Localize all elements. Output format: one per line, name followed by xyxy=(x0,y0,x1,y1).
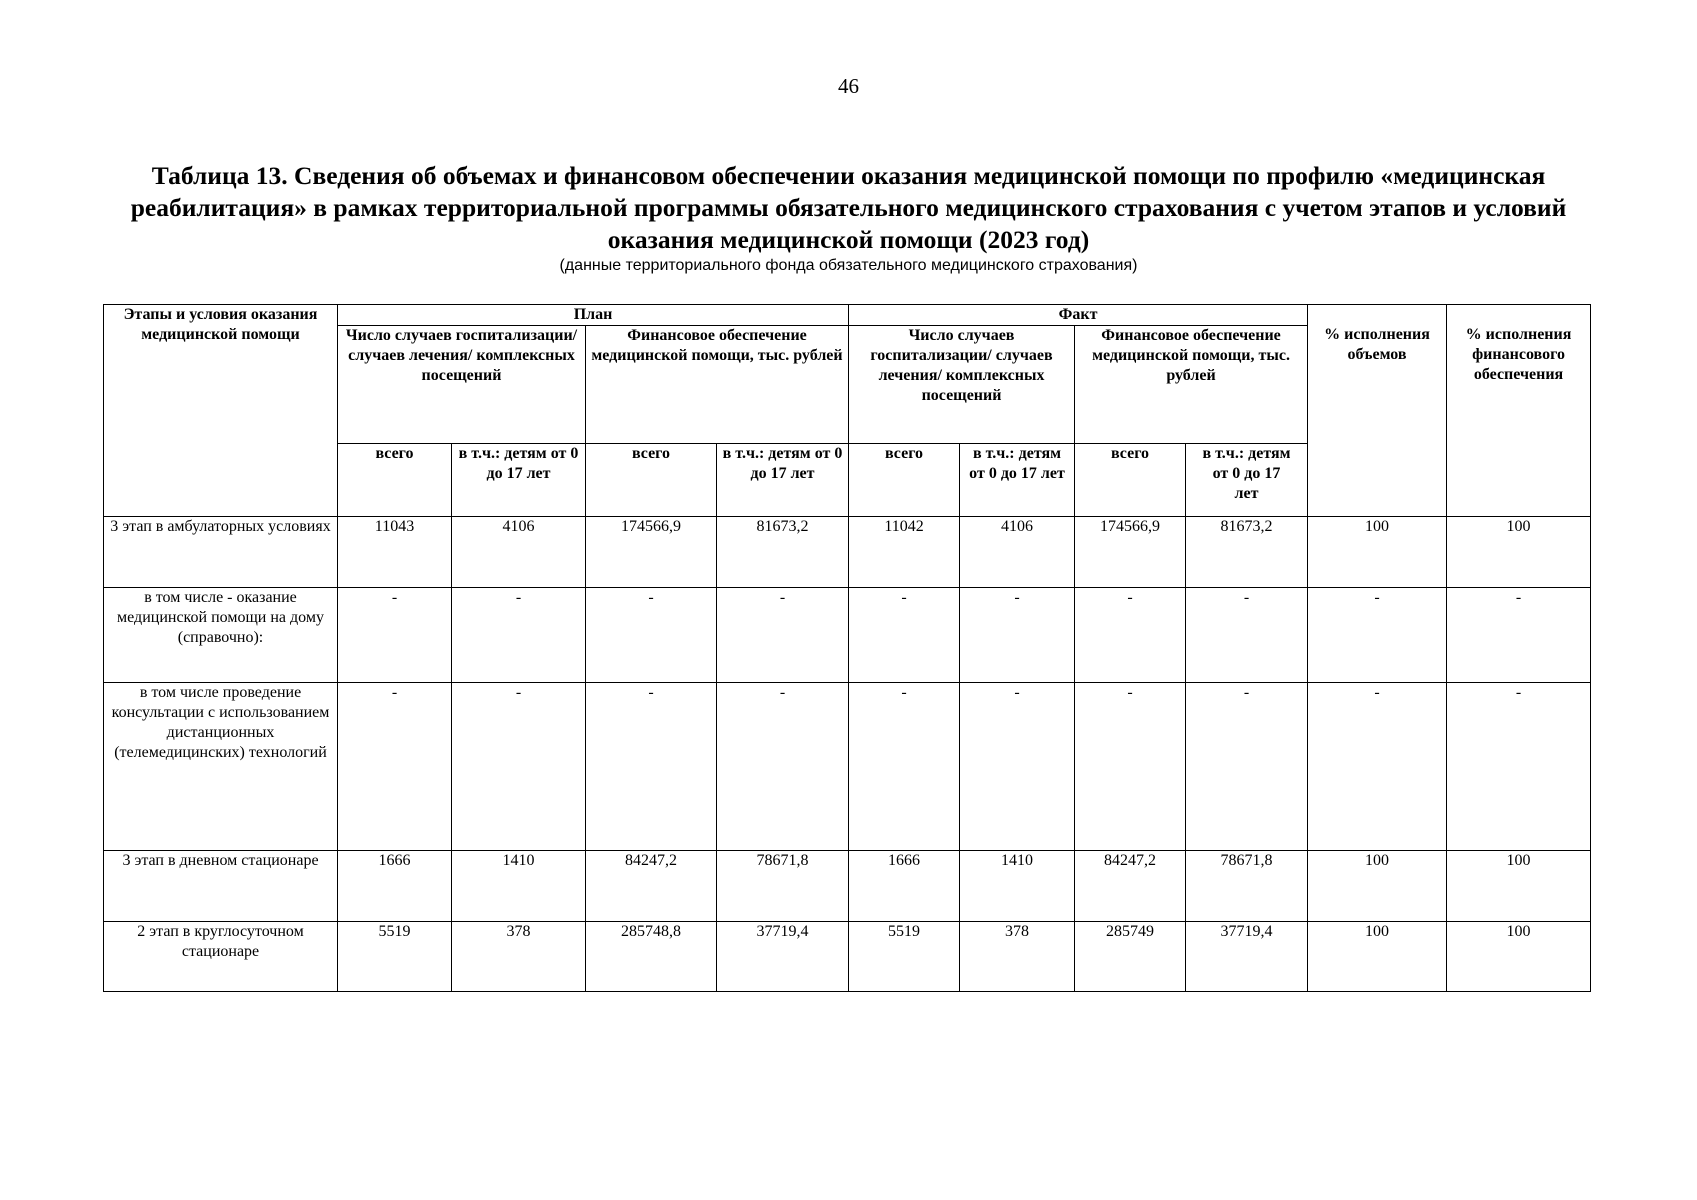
table-cell: 81673,2 xyxy=(717,517,849,588)
table-cell: 100 xyxy=(1447,922,1591,992)
table-cell: - xyxy=(1308,588,1447,683)
fact-finance-children-header xyxy=(1186,444,1308,517)
fact-cases-children-label: в т.ч.: детям от 0 до 17 лет xyxy=(969,445,1065,482)
table-cell: 1410 xyxy=(452,851,586,922)
table-cell: 1666 xyxy=(849,851,960,922)
table-cell: 11042 xyxy=(849,517,960,588)
table-row xyxy=(104,683,1591,851)
table-cell: - xyxy=(338,683,452,851)
fact-finance-children-label: в т.ч.: детям от 0 до 17 лет xyxy=(1202,445,1291,502)
table-cell: - xyxy=(586,683,717,851)
table-cell: 174566,9 xyxy=(586,517,717,588)
table-cell: 37719,4 xyxy=(1186,922,1308,992)
table-cell: - xyxy=(1308,683,1447,851)
row-label: 2 этап в круглосуточном стационаре xyxy=(104,922,338,992)
plan-cases-children-header: в т.ч.: детям от 0 до 17 лет xyxy=(452,444,586,517)
table-cell: - xyxy=(1075,683,1186,851)
table-cell: - xyxy=(1447,588,1591,683)
table-cell: - xyxy=(586,588,717,683)
table-cell: - xyxy=(849,683,960,851)
table-cell: 1410 xyxy=(960,851,1075,922)
fact-finance-header: Финансовое обеспечение медицинской помощи, тыс. рублей xyxy=(1075,326,1308,444)
table-cell: 11043 xyxy=(338,517,452,588)
fact-cases-header: Число случаев госпитализации/ случаев лечения/ комплексных посещений xyxy=(849,326,1075,444)
table-cell: 78671,8 xyxy=(717,851,849,922)
table-cell: - xyxy=(1186,588,1308,683)
row-label: в том числе - оказание медицинской помощи на дому (справочно): xyxy=(104,588,338,683)
page-number: 46 xyxy=(838,74,859,98)
table-cell: 84247,2 xyxy=(1075,851,1186,922)
fact-cases-total-header: всего xyxy=(849,444,960,517)
table-cell: 4106 xyxy=(452,517,586,588)
table-cell: 100 xyxy=(1308,851,1447,922)
table-cell: - xyxy=(849,588,960,683)
table-cell: - xyxy=(960,588,1075,683)
plan-finance-header: Финансовое обеспечение медицинской помощи, тыс. рублей xyxy=(586,326,849,444)
data-table xyxy=(103,304,1591,992)
fact-cases-children-header xyxy=(960,444,1075,517)
table-cell: 100 xyxy=(1308,922,1447,992)
table-row xyxy=(104,922,1591,992)
table-cell: - xyxy=(717,588,849,683)
pct-finance-label: % исполнения финансового обеспечения xyxy=(1465,326,1572,383)
table-cell: 78671,8 xyxy=(1186,851,1308,922)
table-cell: 37719,4 xyxy=(717,922,849,992)
table-cell: 5519 xyxy=(338,922,452,992)
table-cell: 1666 xyxy=(338,851,452,922)
stub-header: Этапы и условия оказания медицинской помощи xyxy=(104,305,338,517)
table-cell: - xyxy=(452,588,586,683)
table-title: Таблица 13. Сведения об объемах и финансовом обеспечении оказания медицинской помощи по профилю «медицинская реабилитация» в рамках территориальной программы обязательного медицинского страхования с учетом этапов и условий оказания медицинской помощи (2023 год) xyxy=(130,161,1567,254)
table-cell: - xyxy=(1186,683,1308,851)
plan-header: План xyxy=(338,305,849,326)
pct-volume-header xyxy=(1308,305,1447,517)
table-cell: 100 xyxy=(1447,517,1591,588)
pct-finance-header xyxy=(1447,305,1591,517)
table-cell: 84247,2 xyxy=(586,851,717,922)
table-cell: 378 xyxy=(452,922,586,992)
table-cell: - xyxy=(717,683,849,851)
row-label: в том числе проведение консультации с использованием дистанционных (телемедицинских) технологий xyxy=(104,683,338,851)
table-cell: 4106 xyxy=(960,517,1075,588)
table-cell: 81673,2 xyxy=(1186,517,1308,588)
plan-cases-header: Число случаев госпитализации/ случаев лечения/ комплексных посещений xyxy=(338,326,586,444)
table-row xyxy=(104,588,1591,683)
row-label: 3 этап в дневном стационаре xyxy=(104,851,338,922)
table-cell: 378 xyxy=(960,922,1075,992)
table-cell: - xyxy=(452,683,586,851)
pct-volume-label: % исполнения объемов xyxy=(1324,326,1430,363)
title-block xyxy=(80,160,1617,276)
table-cell: 285749 xyxy=(1075,922,1186,992)
table-cell: 174566,9 xyxy=(1075,517,1186,588)
table-cell: - xyxy=(960,683,1075,851)
table-cell: 285748,8 xyxy=(586,922,717,992)
table-cell: - xyxy=(338,588,452,683)
table-cell: 100 xyxy=(1308,517,1447,588)
table-cell: - xyxy=(1075,588,1186,683)
table-subtitle: (данные территориального фонда обязательного медицинского страхования) xyxy=(559,257,1138,274)
plan-finance-children-header: в т.ч.: детям от 0 до 17 лет xyxy=(717,444,849,517)
table-cell: 100 xyxy=(1447,851,1591,922)
fact-finance-total-header: всего xyxy=(1075,444,1186,517)
table-cell: 5519 xyxy=(849,922,960,992)
table-cell: - xyxy=(1447,683,1591,851)
fact-header: Факт xyxy=(849,305,1308,326)
table-row xyxy=(104,517,1591,588)
table-row xyxy=(104,851,1591,922)
plan-finance-total-header: всего xyxy=(586,444,717,517)
row-label: 3 этап в амбулаторных условиях xyxy=(104,517,338,588)
plan-cases-total-header: всего xyxy=(338,444,452,517)
